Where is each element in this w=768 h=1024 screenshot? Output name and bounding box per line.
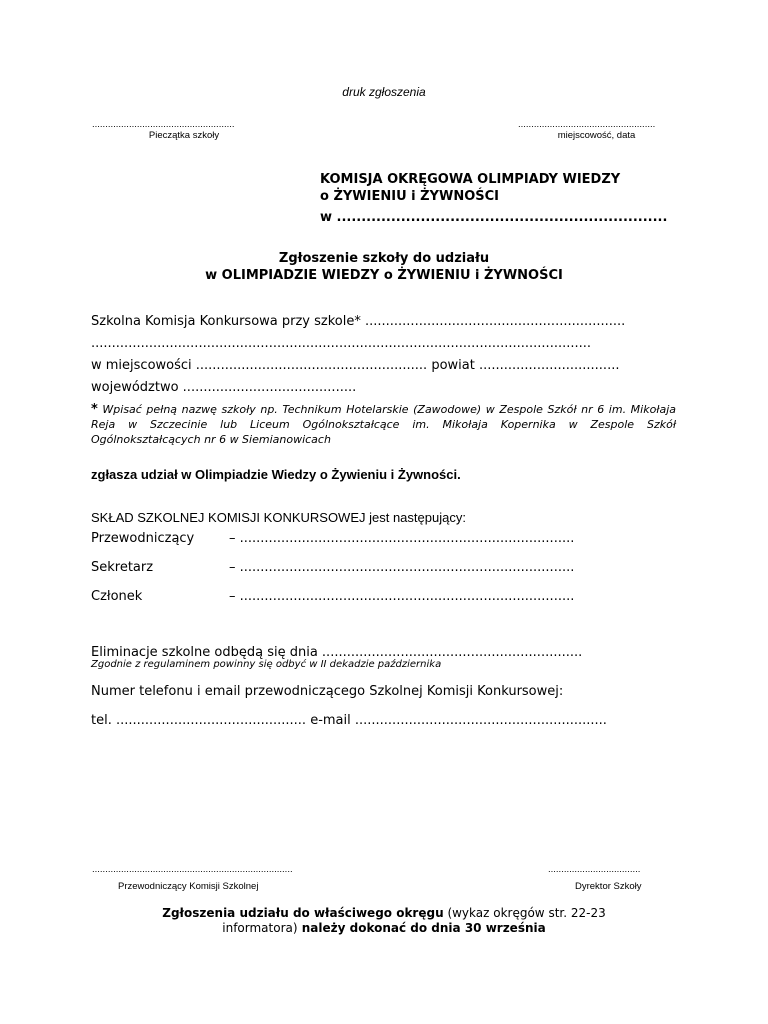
place-date-dots: ....................................................: [518, 119, 656, 130]
note-text: Wpisać pełną nazwę szkoły np. Technikum Hotelarskie (Zawodowe) w Zespole Szkół nr 6 im. Mikołaja Reja w Szczecinie lub Liceum Ogólnokształcące im. Mikołaja Kopernika w Zespole Szkół Ogólnokształcących nr 6 w Siemianowicach: [91, 403, 676, 446]
voivodeship-line: województwo ..........................................: [91, 380, 357, 395]
note-asterisk: *: [91, 402, 98, 417]
place-date-label: miejscowość, data: [557, 130, 636, 141]
locality-line: w miejscowości ........................................................ powiat ..................................: [91, 358, 620, 373]
contact-tel-email-line: tel. .............................................. e-mail .............................................................: [91, 713, 607, 728]
chair-signature-label: Przewodniczący Komisji Szkolnej: [118, 881, 259, 892]
committee-heading: SKŁAD SZKOLNEJ KOMISJI KONKURSOWEJ jest następujący:: [91, 510, 466, 525]
member-role-member: Członek: [91, 589, 143, 604]
recipient-line-1: KOMISJA OKRĘGOWA OLIMPIADY WIEDZY: [320, 172, 621, 187]
member-line-member: – .................................................................................: [229, 589, 575, 604]
title-line-1: Zgłoszenie szkoły do udziału: [278, 251, 490, 266]
declaration: zgłasza udział w Olimpiadzie Wiedzy o Żywieniu i Żywności.: [91, 467, 461, 482]
elimination-line: Eliminacje szkolne odbędą się dnia ...............................................................: [91, 645, 583, 660]
member-role-chair: Przewodniczący: [91, 531, 195, 546]
footer-part-1: Zgłoszenia udziału do właściwego okręgu: [162, 906, 444, 920]
footer-deadline-note: [130, 906, 638, 936]
school-name-note: [91, 402, 676, 447]
elimination-note: Zgodnie z regulaminem powinny się odbyć w II dekadzie października: [91, 659, 442, 670]
footer-part-2: (wykaz okręgów str. 22-23 informatora): [222, 906, 606, 935]
form-label: druk zgłoszenia: [342, 85, 426, 99]
title-line-2: w OLIMPIADZIE WIEDZY o ŻYWIENIU i ŻYWNOŚCI: [205, 268, 563, 283]
stamp-label: Pieczątka szkoły: [148, 130, 220, 141]
director-signature-label: Dyrektor Szkoły: [575, 881, 642, 892]
stamp-dots: ......................................................: [92, 119, 235, 130]
recipient-line-3: w ...................................................................: [320, 210, 668, 225]
school-committee-line: Szkolna Komisja Konkursowa przy szkole* ...............................................................: [91, 314, 626, 329]
contact-heading: Numer telefonu i email przewodniczącego Szkolnej Komisji Konkursowej:: [91, 684, 564, 699]
director-signature-dots: ...................................: [548, 864, 641, 875]
school-continuation-line: .........................................................................................................................: [91, 336, 592, 351]
member-line-secretary: – .................................................................................: [229, 560, 575, 575]
recipient-line-2: o ŻYWIENIU i ŻYWNOŚCI: [320, 189, 499, 204]
member-line-chair: – .................................................................................: [229, 531, 575, 546]
chair-signature-dots: ............................................................................: [92, 864, 293, 875]
footer-part-3: należy dokonać do dnia 30 września: [297, 921, 546, 935]
member-role-secretary: Sekretarz: [91, 560, 154, 575]
